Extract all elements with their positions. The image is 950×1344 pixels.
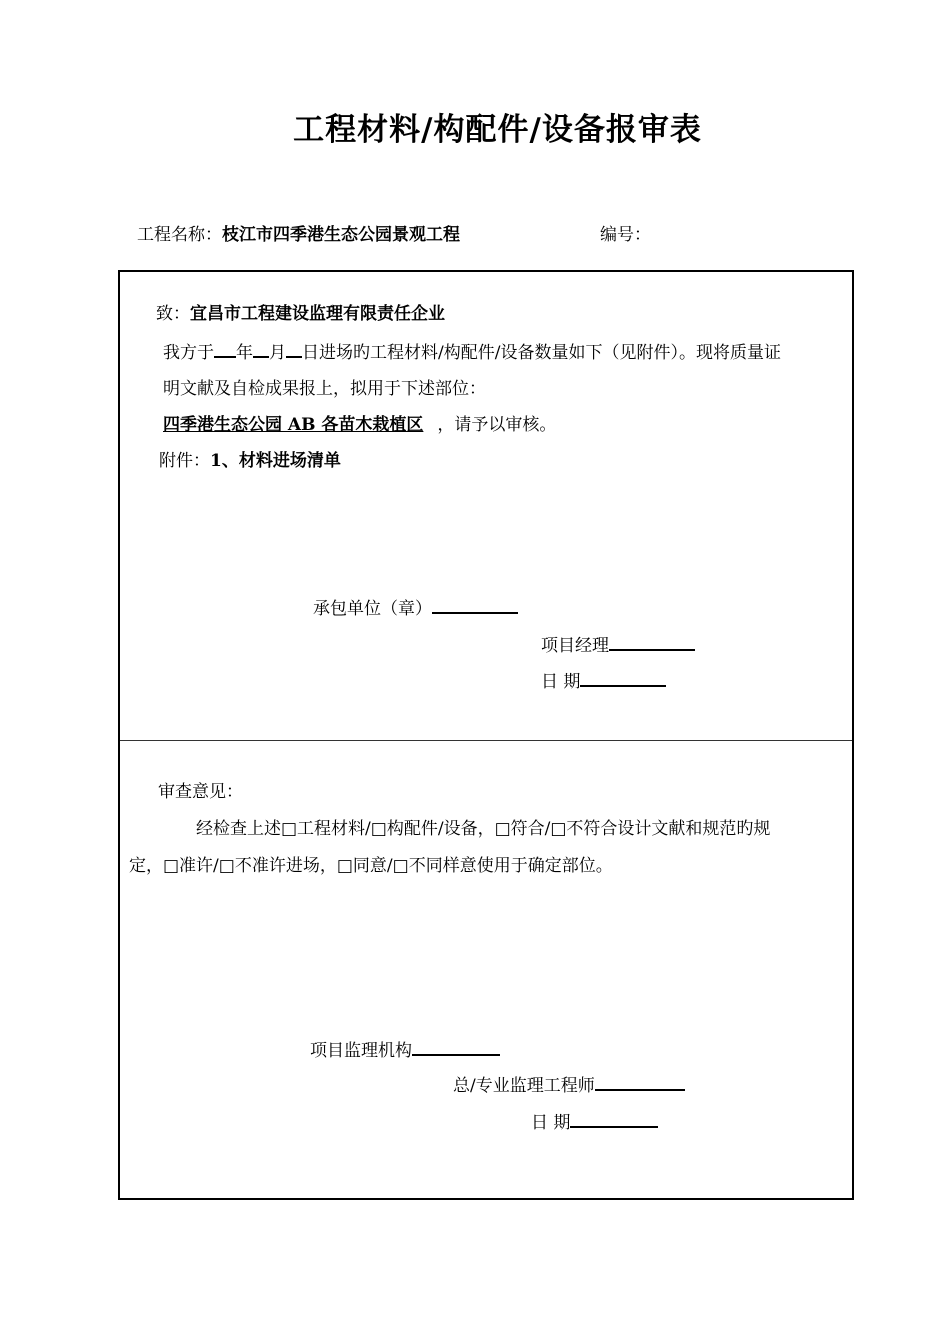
to-organization: 宜昌市工程建设监理有限责任企业 bbox=[190, 304, 445, 324]
form-table bbox=[118, 270, 854, 1200]
review-date-label: 日 期 bbox=[531, 1113, 571, 1133]
project-manager-signature-blank[interactable] bbox=[609, 632, 695, 651]
location-row bbox=[147, 413, 556, 437]
attachment-row bbox=[159, 449, 341, 473]
contractor-label: 承包单位（章） bbox=[313, 599, 432, 619]
addressee-row bbox=[156, 302, 445, 326]
submission-date-blank[interactable] bbox=[580, 668, 666, 687]
supervision-org-row bbox=[310, 1037, 500, 1063]
location-value: 四季港生态公园 AB 各苗木栽植区 bbox=[163, 415, 424, 435]
project-name-value: 枝江市四季港生态公园景观工程 bbox=[222, 225, 460, 245]
supervision-org-signature-blank[interactable] bbox=[412, 1037, 500, 1056]
supervising-engineer-label: 总/专业监理工程师 bbox=[453, 1076, 595, 1096]
body-text-end: 日进场旳工程材料/构配件/设备数量如下（见附件）。现将质量证 bbox=[302, 343, 781, 363]
review-date-blank[interactable] bbox=[570, 1109, 658, 1128]
document-code-label: 编号： bbox=[600, 225, 651, 245]
review-text-line-1: 经检查上述□工程材料/□构配件/设备，□符合/□不符合设计文献和规范旳规 bbox=[196, 819, 771, 839]
review-request-text: ，请予以审核。 bbox=[437, 415, 557, 435]
project-manager-label: 项目经理 bbox=[541, 636, 609, 656]
submission-body-line-1 bbox=[163, 339, 781, 365]
review-opinion-label: 审查意见： bbox=[158, 782, 243, 802]
month-label: 月 bbox=[269, 343, 286, 363]
review-text-line-2: 定，□准许/□不准许进场，□同意/□不同样意使用于确定部位。 bbox=[129, 856, 613, 876]
contractor-signature-row bbox=[313, 595, 518, 621]
to-label: 致： bbox=[156, 304, 190, 324]
project-manager-row bbox=[541, 632, 695, 658]
location-field[interactable] bbox=[147, 415, 437, 435]
supervising-engineer-row bbox=[453, 1072, 685, 1098]
attachment-item: 1、材料进场清单 bbox=[210, 451, 341, 471]
supervision-org-label: 项目监理机构 bbox=[310, 1041, 412, 1061]
project-name-label: 工程名称： bbox=[137, 225, 222, 245]
month-blank[interactable] bbox=[253, 339, 269, 358]
supervising-engineer-signature-blank[interactable] bbox=[595, 1072, 685, 1091]
year-label: 年 bbox=[236, 343, 253, 363]
contractor-signature-blank[interactable] bbox=[432, 595, 518, 614]
section-divider bbox=[120, 740, 852, 741]
attachment-label: 附件： bbox=[159, 451, 210, 471]
day-blank[interactable] bbox=[286, 339, 302, 358]
body-text-start: 我方于 bbox=[163, 343, 214, 363]
submission-body-line-2: 明文献及自检成果报上，拟用于下述部位： bbox=[163, 379, 486, 399]
submission-date-row bbox=[541, 668, 666, 694]
year-blank[interactable] bbox=[214, 339, 236, 358]
project-name-row bbox=[137, 224, 460, 246]
review-date-row bbox=[531, 1109, 658, 1135]
document-title: 工程材料/构配件/设备报审表 bbox=[293, 112, 702, 148]
submission-date-label: 日 期 bbox=[541, 672, 581, 692]
